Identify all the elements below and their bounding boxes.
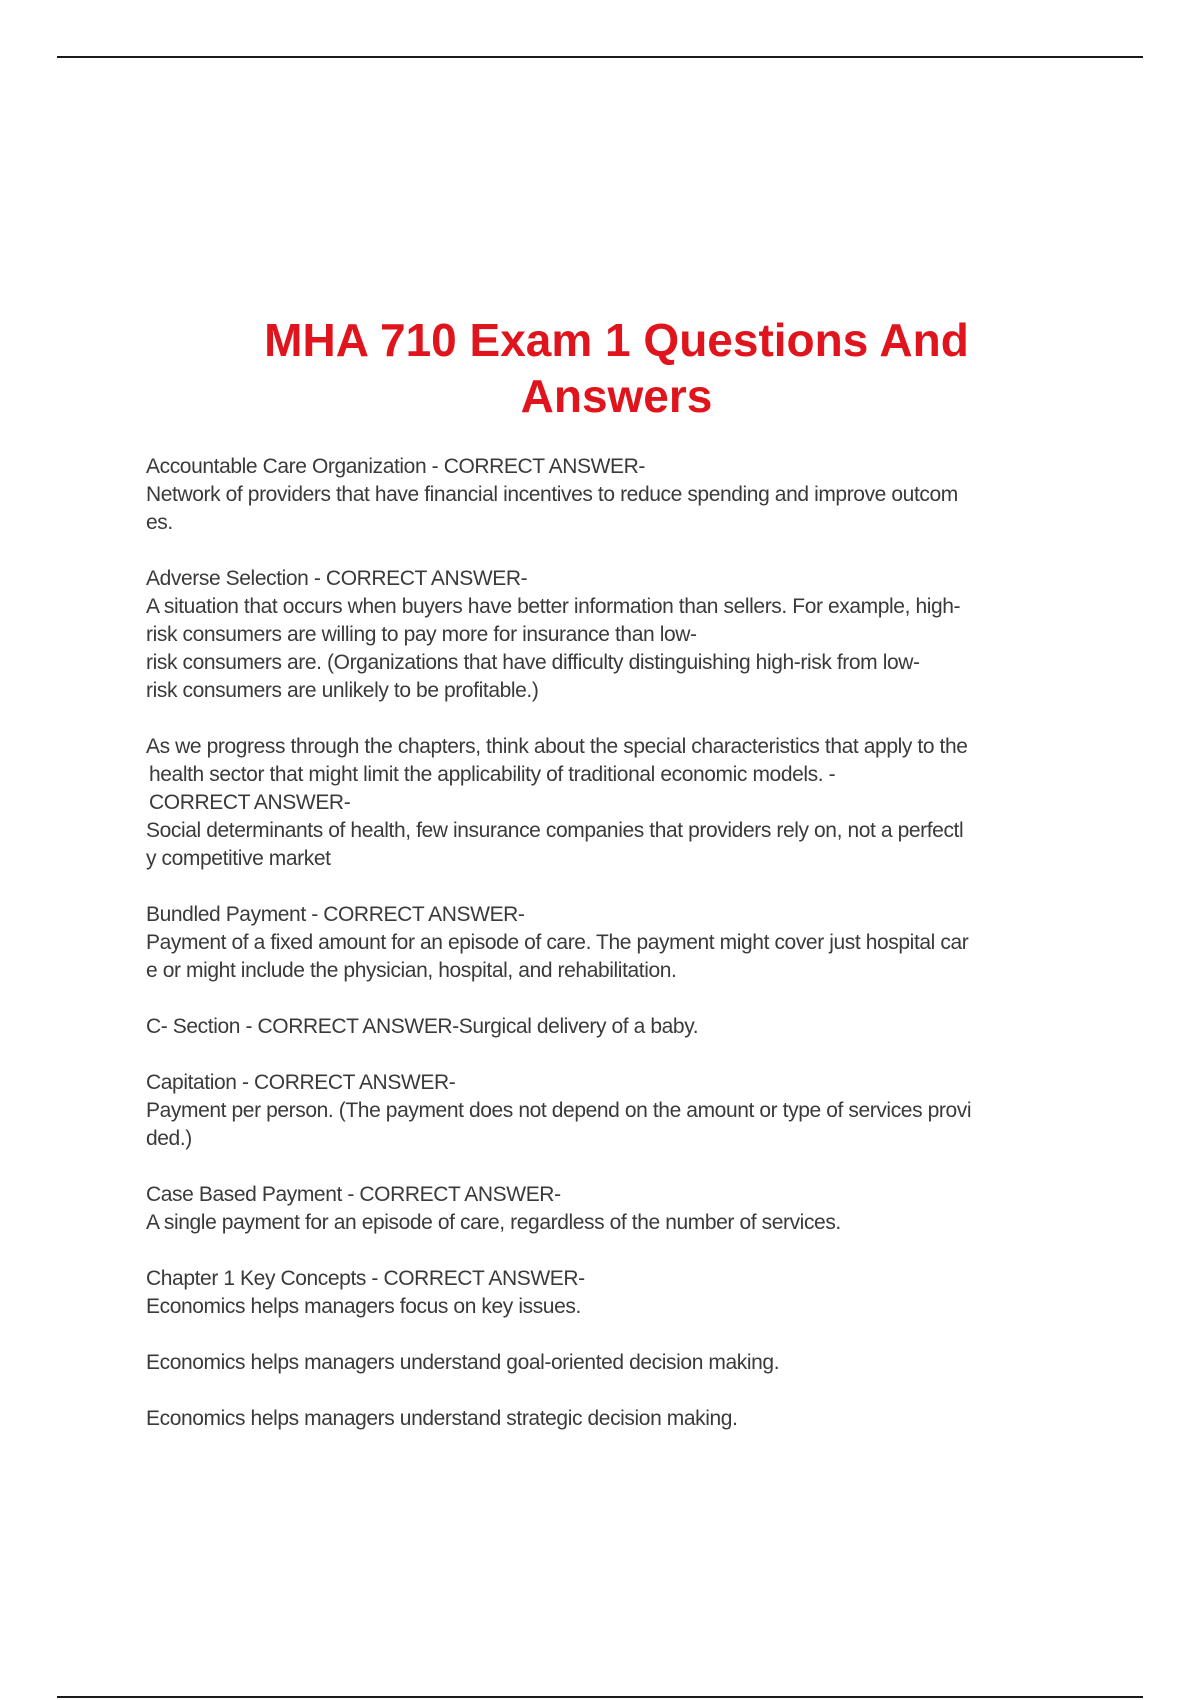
qa-line: Economics helps managers focus on key issues. (146, 1295, 581, 1318)
qa-item-bundled-payment (146, 901, 1091, 985)
qa-line: Adverse Selection - CORRECT ANSWER- (146, 567, 528, 590)
qa-line: Bundled Payment - CORRECT ANSWER- (146, 903, 525, 926)
qa-line: risk consumers are unlikely to be profitable.) (146, 679, 539, 702)
qa-item-c-section (146, 1013, 1091, 1041)
qa-line: Capitation - CORRECT ANSWER- (146, 1071, 456, 1094)
page-title-line-2: Answers (520, 370, 713, 422)
qa-line: A situation that occurs when buyers have better information than sellers. For example, high- (146, 595, 961, 618)
qa-line: Case Based Payment - CORRECT ANSWER- (146, 1183, 561, 1206)
qa-line: C- Section - CORRECT ANSWER-Surgical delivery of a baby. (146, 1015, 699, 1038)
qa-line: ded.) (146, 1127, 192, 1150)
qa-item-adverse-selection (146, 565, 1091, 705)
qa-line: Economics helps managers understand goal-oriented decision making. (146, 1351, 780, 1374)
page-title-line-1: MHA 710 Exam 1 Questions And (264, 314, 969, 366)
top-rule (57, 56, 1143, 58)
qa-line: e or might include the physician, hospital, and rehabilitation. (146, 959, 677, 982)
qa-line: Accountable Care Organization - CORRECT ANSWER- (146, 455, 645, 478)
qa-item-chapter-1-key-concepts (146, 1265, 1091, 1321)
qa-item-accountable-care-organization (146, 453, 1091, 537)
bottom-rule (57, 1696, 1143, 1698)
qa-line: risk consumers are. (Organizations that have difficulty distinguishing high-risk from low- (146, 651, 920, 674)
qa-line: risk consumers are willing to pay more for insurance than low- (146, 623, 697, 646)
qa-line: health sector that might limit the applicability of traditional economic models. - (149, 763, 836, 786)
qa-line: Payment of a fixed amount for an episode of care. The payment might cover just hospital car (146, 931, 969, 954)
qa-item-goal-oriented-decision-making (146, 1349, 1091, 1377)
qa-list (146, 453, 1091, 1461)
qa-line: As we progress through the chapters, think about the special characteristics that apply to the (146, 735, 968, 758)
qa-line: y competitive market (146, 847, 331, 870)
qa-line: Social determinants of health, few insurance companies that providers rely on, not a perfectl (146, 819, 964, 842)
qa-line: Network of providers that have financial incentives to reduce spending and improve outcom (146, 483, 958, 506)
qa-item-case-based-payment (146, 1181, 1091, 1237)
qa-item-health-sector-characteristics (146, 733, 1091, 873)
qa-line: CORRECT ANSWER- (149, 791, 351, 814)
page-title (0, 312, 1200, 424)
qa-line: Economics helps managers understand strategic decision making. (146, 1407, 738, 1430)
qa-line: Chapter 1 Key Concepts - CORRECT ANSWER- (146, 1267, 585, 1290)
qa-item-capitation (146, 1069, 1091, 1153)
qa-line: es. (146, 511, 173, 534)
qa-line: Payment per person. (The payment does not depend on the amount or type of services provi (146, 1099, 972, 1122)
qa-line: A single payment for an episode of care, regardless of the number of services. (146, 1211, 841, 1234)
qa-item-strategic-decision-making (146, 1405, 1091, 1433)
